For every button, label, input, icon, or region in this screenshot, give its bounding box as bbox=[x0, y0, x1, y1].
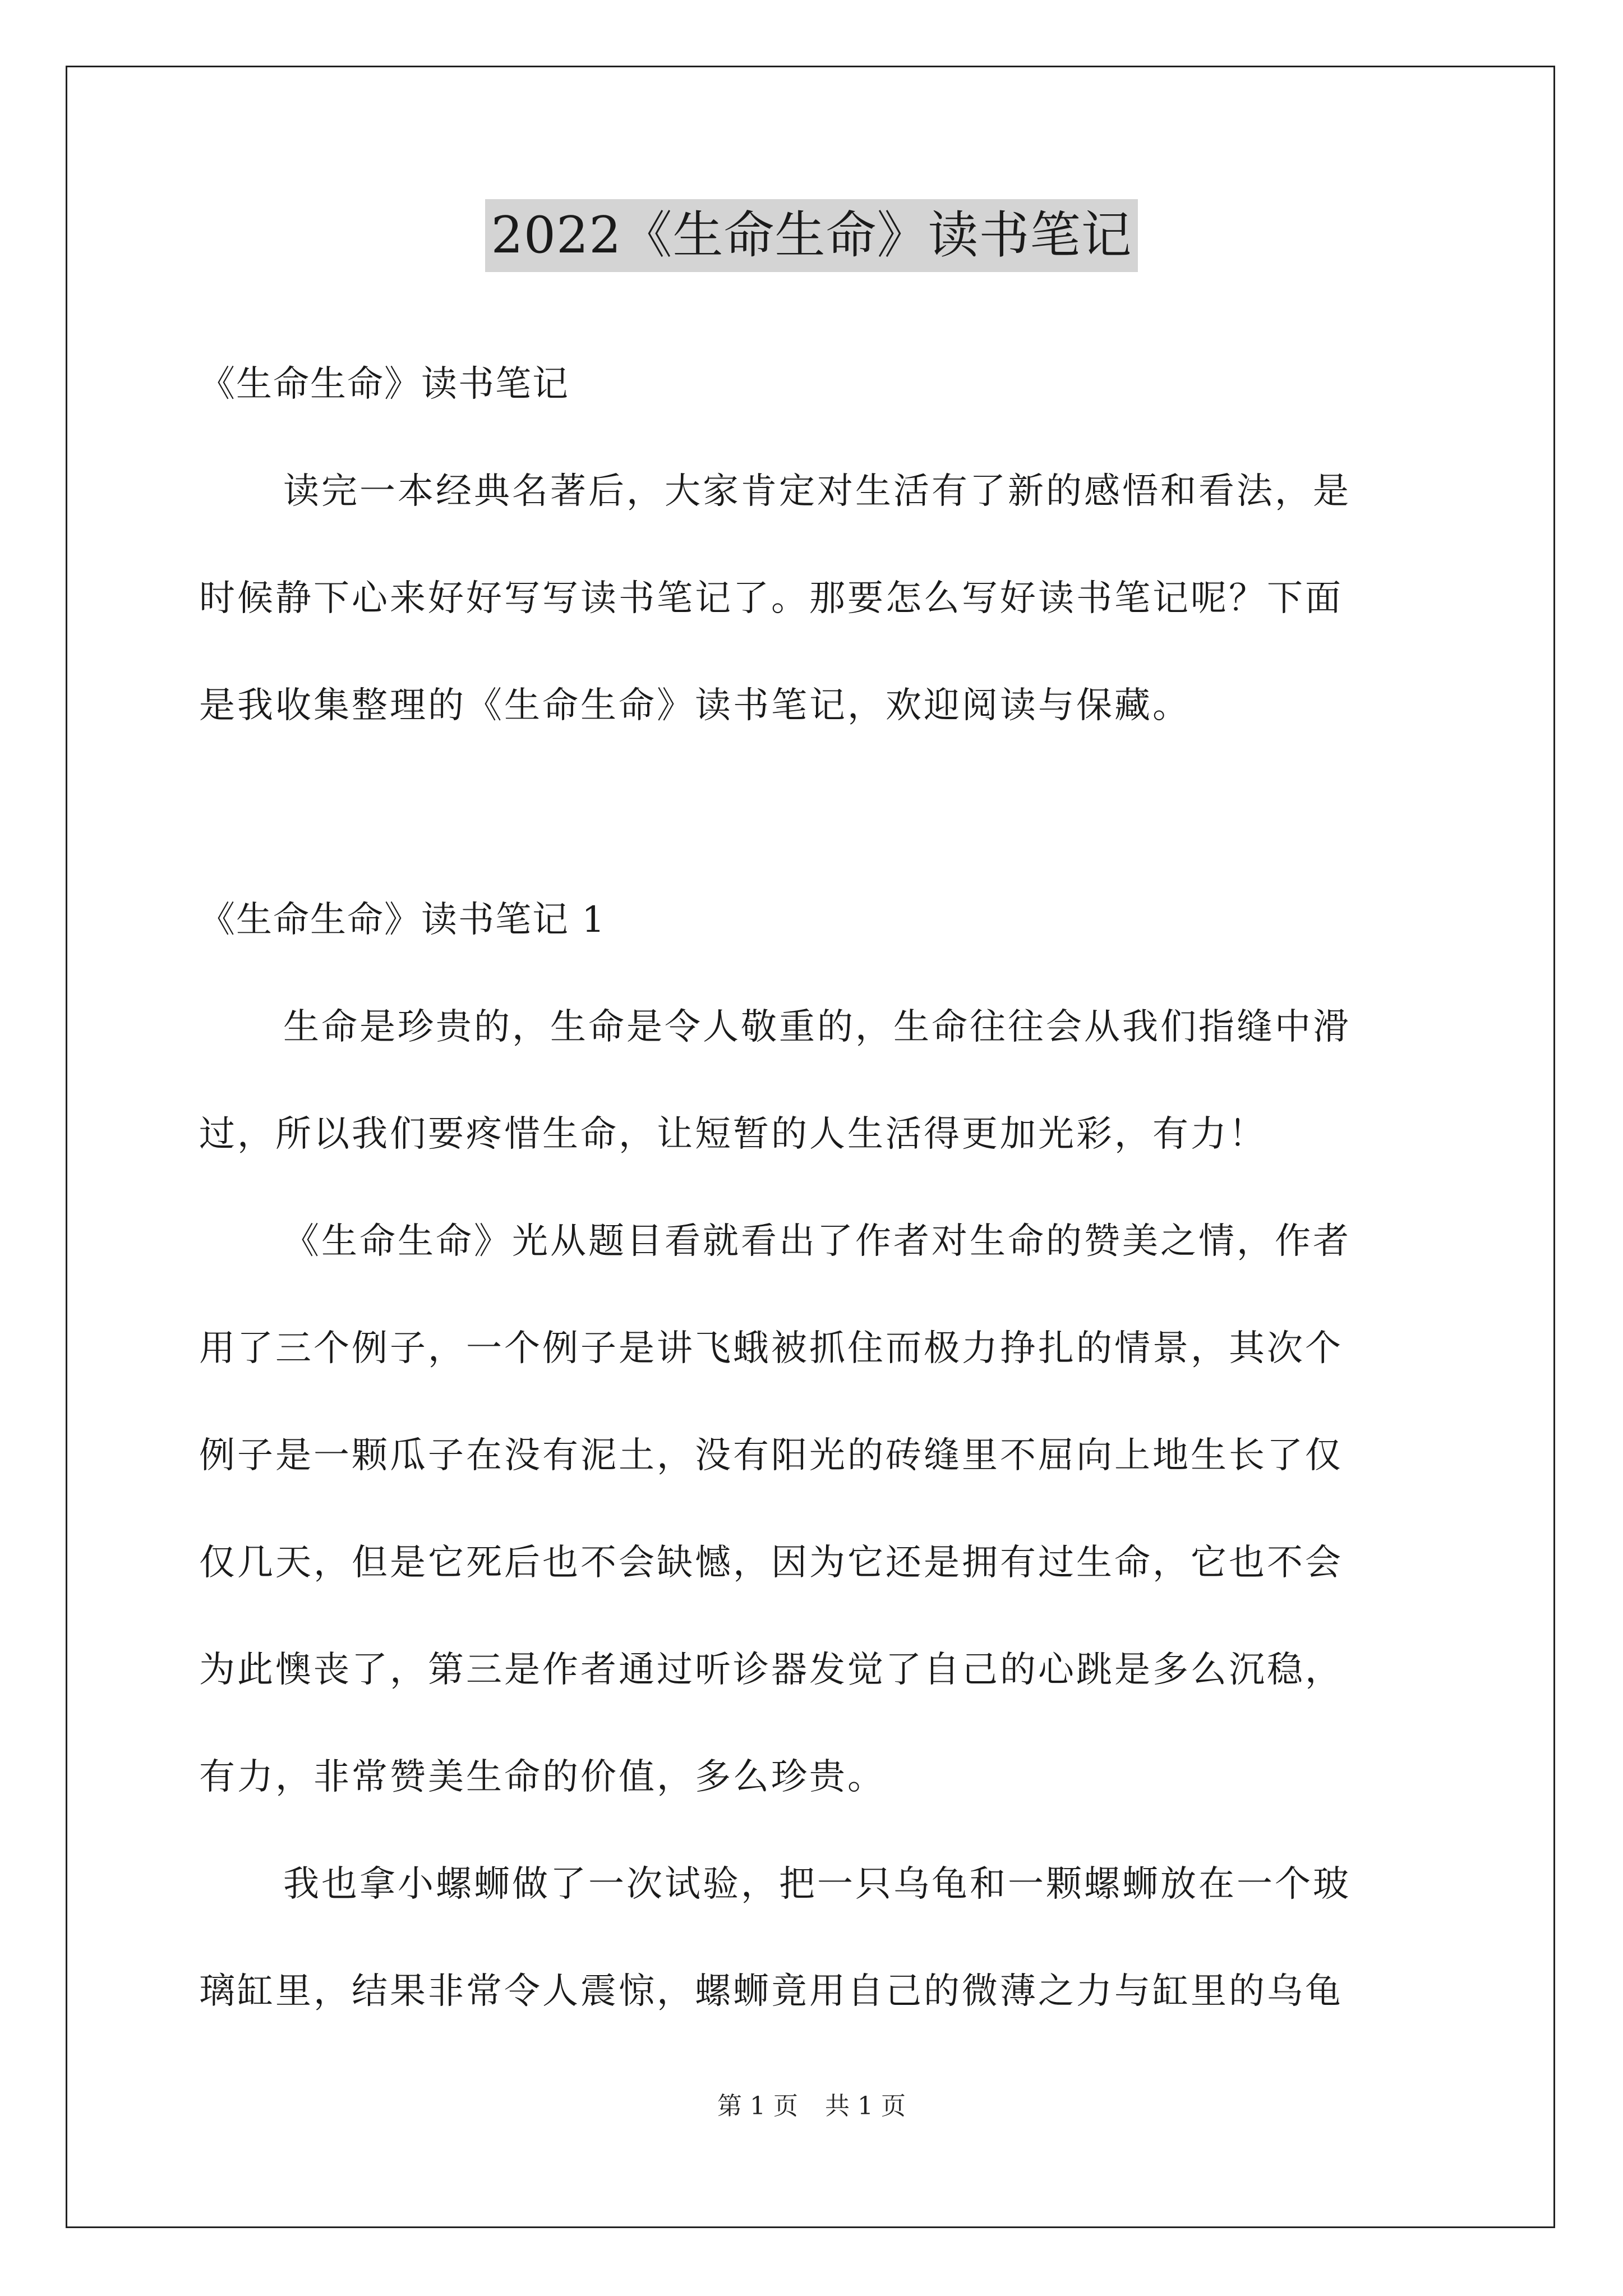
paragraph-line: 《生命生命》光从题目看就看出了作者对生命的赞美之情，作者 bbox=[283, 1221, 1351, 1262]
page-number: 第 1 页 bbox=[717, 2092, 798, 2120]
paragraph-line: 例子是一颗瓜子在没有泥土，没有阳光的砖缝里不屈向上地生长了仅 bbox=[199, 1435, 1343, 1476]
title-container bbox=[0, 199, 1623, 272]
section-heading: 《生命生命》读书笔记 1 bbox=[199, 899, 606, 941]
page-total: 共 1 页 bbox=[825, 2092, 906, 2120]
paragraph-line: 生命是珍贵的，生命是令人敬重的，生命往往会从我们指缝中滑 bbox=[283, 1006, 1351, 1048]
page-footer bbox=[0, 2090, 1623, 2123]
document-title: 2022《生命生命》读书笔记 bbox=[485, 199, 1137, 272]
subtitle: 《生命生命》读书笔记 bbox=[199, 364, 569, 405]
intro-line: 读完一本经典名著后，大家肯定对生活有了新的感悟和看法，是 bbox=[283, 471, 1351, 512]
paragraph-line: 用了三个例子，一个例子是讲飞蛾被抓住而极力挣扎的情景，其次个 bbox=[199, 1328, 1343, 1369]
intro-line: 是我收集整理的《生命生命》读书笔记，欢迎阅读与保藏。 bbox=[199, 685, 1191, 726]
document-body bbox=[199, 331, 1427, 2045]
paragraph-line: 有力，非常赞美生命的价值，多么珍贵。 bbox=[199, 1756, 886, 1798]
paragraph-line: 仅几天，但是它死后也不会缺憾，因为它还是拥有过生命，它也不会 bbox=[199, 1542, 1343, 1584]
paragraph-line: 为此懊丧了，第三是作者通过听诊器发觉了自己的心跳是多么沉稳， bbox=[199, 1649, 1343, 1691]
paragraph-gap bbox=[199, 760, 1427, 867]
paragraph-line: 过，所以我们要疼惜生命，让短暂的人生活得更加光彩，有力！ bbox=[199, 1114, 1267, 1155]
intro-line: 时候静下心来好好写写读书笔记了。那要怎么写好读书笔记呢？下面 bbox=[199, 578, 1343, 619]
paragraph-line: 璃缸里，结果非常令人震惊，螺蛳竟用自己的微薄之力与缸里的乌龟 bbox=[199, 1971, 1343, 2012]
paragraph-line: 我也拿小螺蛳做了一次试验，把一只乌龟和一颗螺蛳放在一个玻 bbox=[283, 1864, 1351, 1905]
